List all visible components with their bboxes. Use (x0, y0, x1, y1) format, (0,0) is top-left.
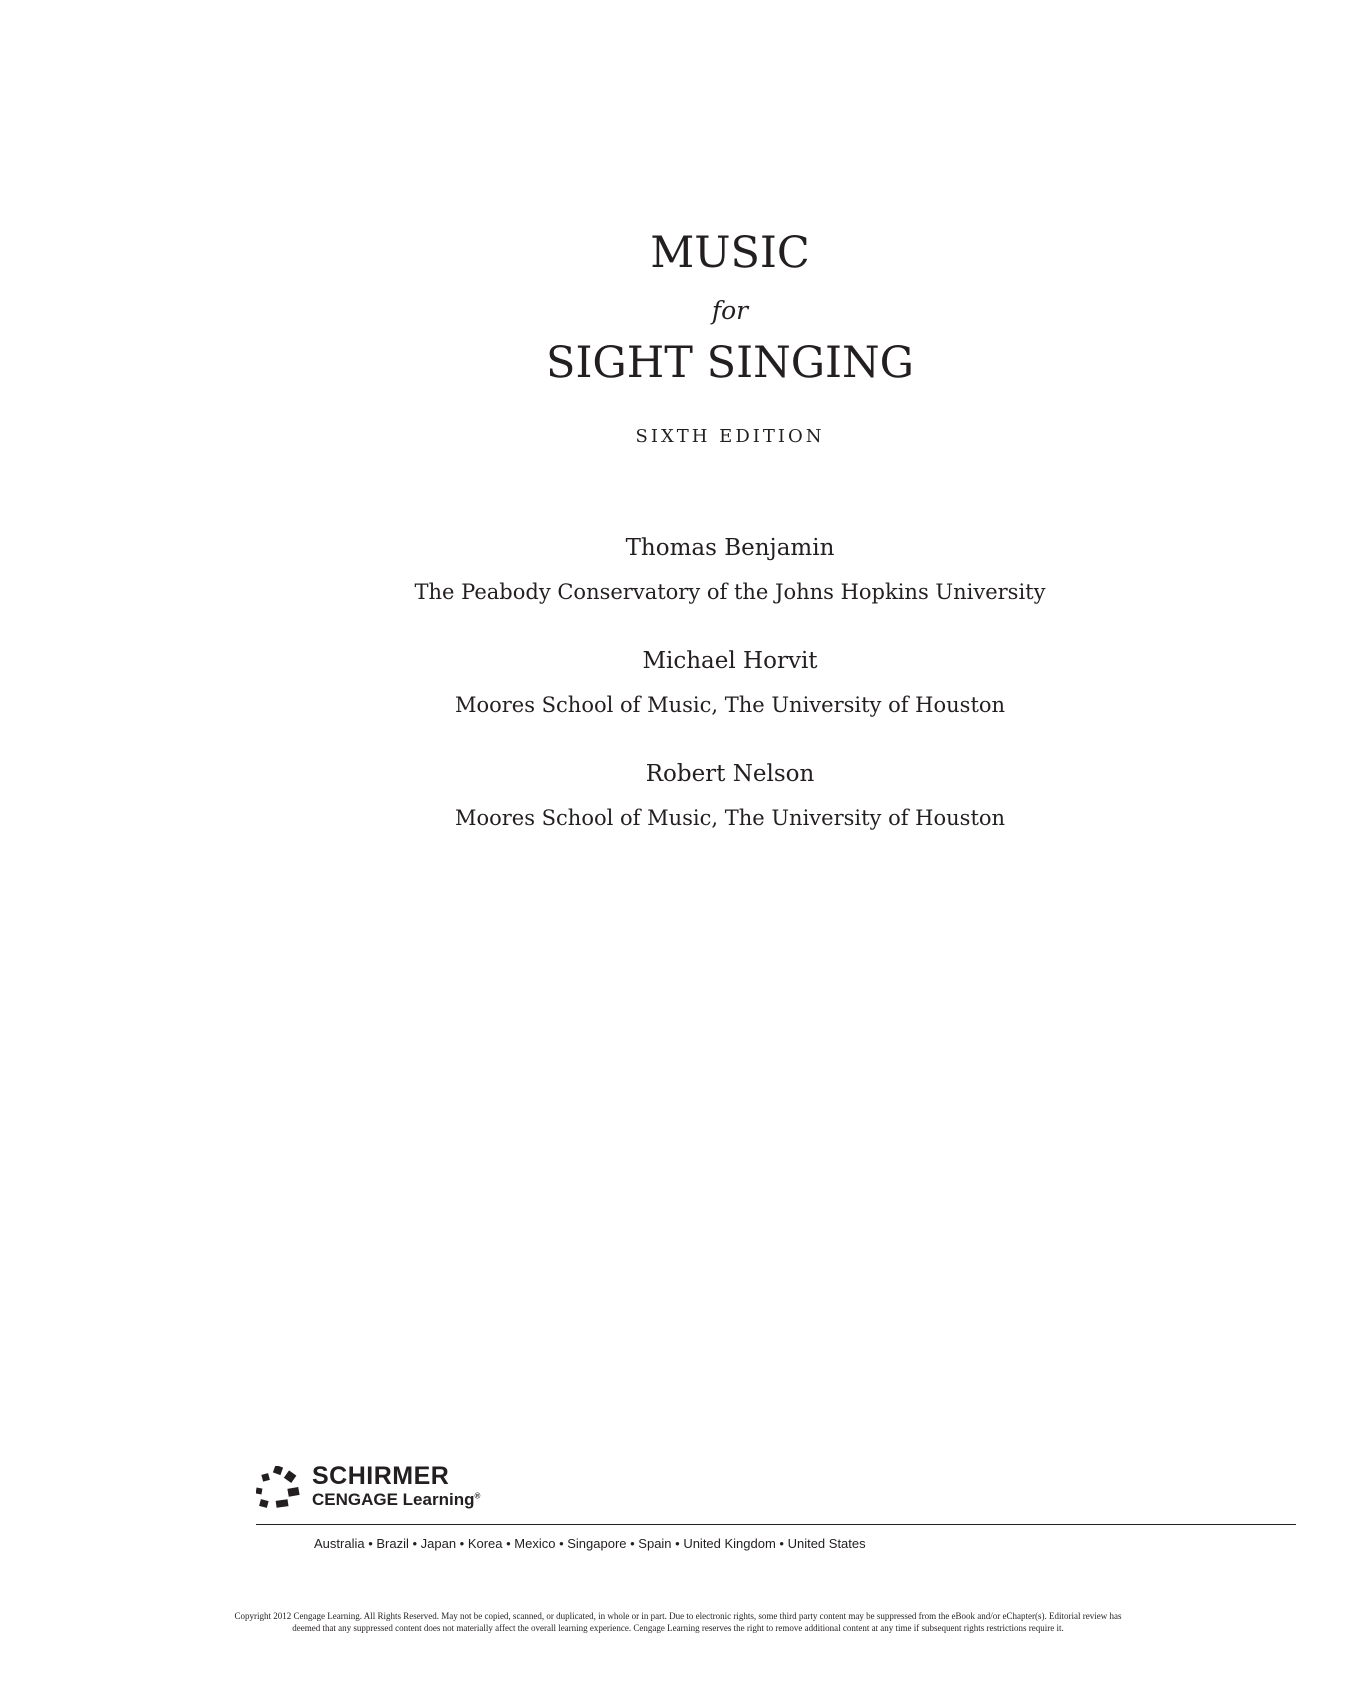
author-affiliation: The Peabody Conservatory of the Johns Hopkins University (414, 580, 1046, 604)
author-name: Robert Nelson (645, 761, 815, 787)
author-affiliation: Moores School of Music, The University of Houston (454, 693, 1006, 717)
author-name: Thomas Benjamin (625, 535, 835, 561)
author-affiliation: Moores School of Music, The University of Houston (454, 806, 1006, 830)
publisher-subname-text: CENGAGE Learning (312, 1490, 475, 1509)
copyright-notice (150, 1610, 1206, 1634)
publisher-subname (312, 1490, 480, 1510)
author-name: Michael Horvit (642, 648, 818, 674)
registered-mark: ® (474, 1491, 481, 1501)
edition-label: SIXTH EDITION (635, 426, 825, 447)
copyright-line: Copyright 2012 Cengage Learning. All Rights Reserved. May not be copied, scanned, or duplicated, in whole or in part. Due to electronic rights, some third party content may be suppressed from the eBook and/or eChapter(s). Editorial review has (234, 1611, 1122, 1621)
divider-rule (256, 1524, 1296, 1525)
book-title-main: MUSIC (650, 228, 810, 278)
book-title-sub: SIGHT SINGING (545, 338, 915, 388)
publisher-locations: Australia • Brazil • Japan • Korea • Mexico • Singapore • Spain • United Kingdom • United States (314, 1536, 866, 1551)
cengage-mark-icon (256, 1466, 300, 1510)
copyright-line: deemed that any suppressed content does not materially affect the overall learning experience. Cengage Learning reserves the right to remove additional content at any time if subsequent rights restrictions require it. (292, 1623, 1064, 1633)
book-title-connector: for (711, 296, 749, 325)
publisher-name: SCHIRMER (312, 1462, 450, 1490)
